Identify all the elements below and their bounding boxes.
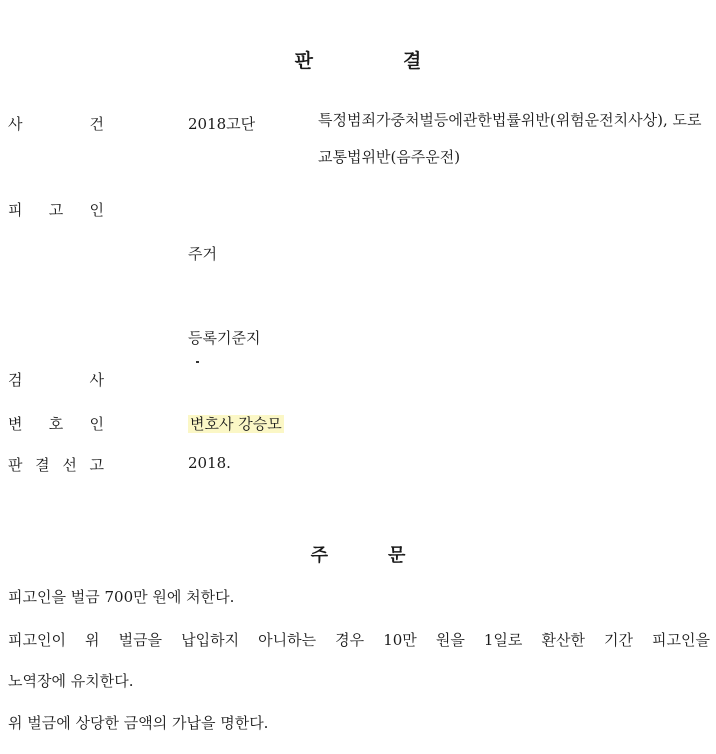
prosecutor-mark xyxy=(196,361,199,363)
ruling-line-3: 노역장에 유치한다. xyxy=(8,672,134,690)
defendant-registry-label: 등록기준지 xyxy=(188,329,261,347)
case-number: 2018고단 xyxy=(188,115,256,133)
counsel-label: 변 호 인 xyxy=(8,415,104,433)
defendant-address-label: 주거 xyxy=(188,245,217,263)
defendant-label: 피 고 인 xyxy=(8,201,104,219)
sentencing-date: 2018. xyxy=(188,454,231,472)
counsel-value xyxy=(188,413,284,434)
case-label: 사 건 xyxy=(8,115,104,133)
prosecutor-label: 검 사 xyxy=(8,371,104,389)
counsel-name: 변호사 강승모 xyxy=(190,415,282,433)
ruling-line-1: 피고인을 벌금 700만 원에 처한다. xyxy=(8,588,235,606)
ruling-title: 주 문 xyxy=(310,545,406,566)
case-name: 특정범죄가중처벌등에관한법률위반(위험운전치사상), 도로교통법위반(음주운전) xyxy=(318,111,702,166)
document-title xyxy=(0,46,716,73)
title-left-char: 판 xyxy=(294,50,313,72)
title-right-char: 결 xyxy=(403,50,422,72)
sentencing-label: 판 결 선 고 xyxy=(8,456,104,474)
ruling-line-2: 피고인이 위 벌금을 납입하지 아니하는 경우 10만 원을 1일로 환산한 기간 피고인을 xyxy=(8,631,710,649)
ruling-line-4: 위 벌금에 상당한 금액의 가납을 명한다. xyxy=(8,714,269,732)
